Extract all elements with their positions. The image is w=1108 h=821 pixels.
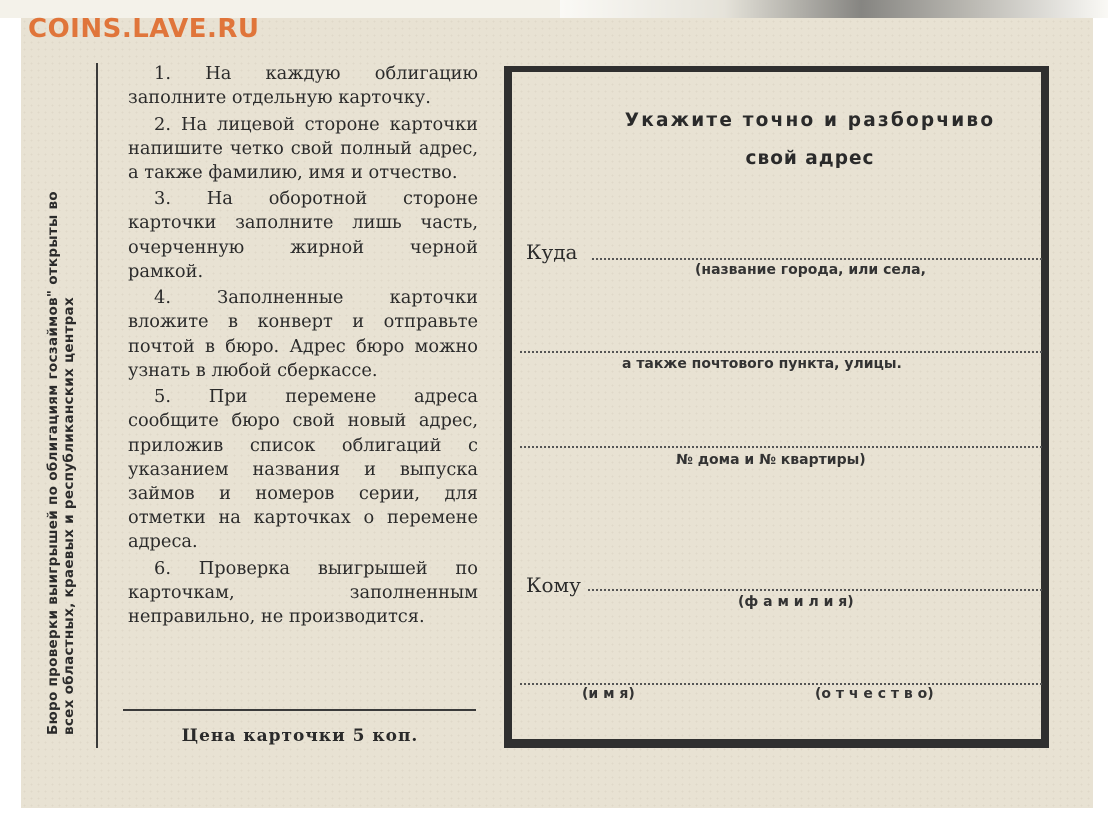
instruction-4: 4. Заполненные карточки вложите в конверт и отправьте почтой в бюро. Адрес бюро можно узнать в любой сберкассе. xyxy=(128,287,478,381)
instruction-3: 3. На оборотной стороне карточки заполните лишь часть, очерченную жирной черной рамкой. xyxy=(128,188,478,282)
price-label: Цена карточки 5 коп. xyxy=(181,726,419,746)
hint-patronymic: (о т ч е с т в о) xyxy=(815,686,934,702)
instruction-2: 2. На лицевой стороне карточки напишите четко свой полный адрес, а также фамилию, имя и отчество. xyxy=(128,113,478,183)
name-line[interactable] xyxy=(520,683,1042,685)
hint-street: а также почтового пункта, улицы. xyxy=(622,356,902,372)
hint-house: № дома и № квартиры) xyxy=(676,452,866,468)
kuda-line[interactable] xyxy=(592,258,1042,260)
form-heading-line2: свой адрес xyxy=(745,148,875,169)
form-heading-line1: Укажите точно и разборчиво xyxy=(624,110,996,131)
instruction-5: 5. При перемене адреса сообщите бюро свой новый адрес, приложив список облигаций с указанием названия и выпуска займов и номеров серии, для отметки на карточках о перемене адреса. xyxy=(128,386,478,553)
side-note xyxy=(45,191,77,735)
kuda-label: Куда xyxy=(526,240,578,264)
hint-city: (название города, или села, xyxy=(695,262,926,278)
scan-shadow xyxy=(560,0,1108,18)
instruction-1: 1. На каждую облигацию заполните отдельную карточку. xyxy=(128,63,478,109)
watermark: COINS.LAVE.RU xyxy=(28,14,260,44)
instruction-6: 6. Проверка выигрышей по карточкам, заполненным неправильно, не производится. xyxy=(128,557,478,628)
hint-name: (и м я) xyxy=(582,686,635,702)
street-line[interactable] xyxy=(520,351,1042,353)
komu-label: Кому xyxy=(526,573,581,597)
side-divider xyxy=(96,63,98,748)
hint-surname: (ф а м и л и я) xyxy=(738,594,854,610)
instructions-list xyxy=(128,62,478,631)
side-note-line2: всех областных, краевых и республиканских центрах xyxy=(61,297,77,735)
house-line[interactable] xyxy=(520,446,1042,448)
side-note-line1: Бюро проверки выигрышей по облигациям госзаймов" открыты во xyxy=(45,191,61,735)
price-divider xyxy=(123,709,476,711)
komu-line[interactable] xyxy=(588,589,1042,591)
